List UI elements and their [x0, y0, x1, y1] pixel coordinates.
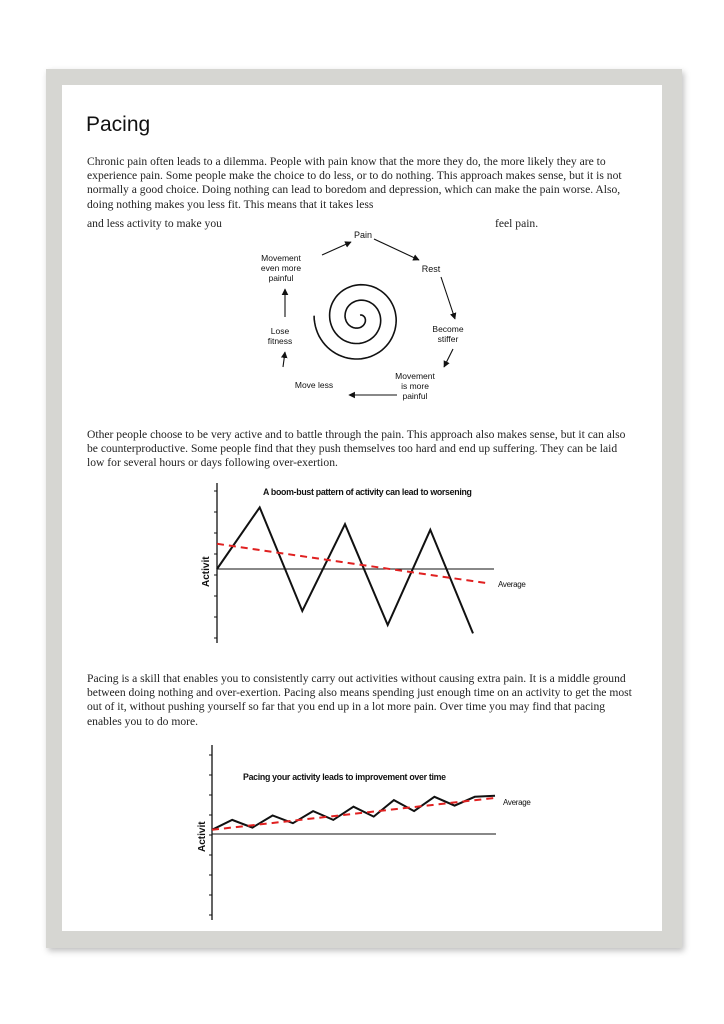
pain-cycle-diagram	[247, 225, 487, 410]
average-line	[217, 544, 486, 583]
paragraph-overactivity: Other people choose to be very active and to battle through the pain. This approach also makes sense, but it can also be counterproductive. Some people find that they push themselves too hard and end up suffering. They can be laid low for several hours or days following over-exertion.	[87, 428, 626, 470]
activity-line	[217, 507, 473, 633]
y-axis-label: Activit	[201, 556, 212, 587]
document-page	[62, 85, 662, 931]
cycle-node-movement-even-more-painful: Movement even more painful	[260, 253, 302, 283]
cycle-arrow-5	[283, 352, 285, 367]
paragraph-pacing: Pacing is a skill that enables you to consistently carry out activities without causing extra pain. It is a middle ground between doing nothing and over-exertion. Pacing also means spending just enough time on an activity to get the most out of it, without pushing yourself so far that you end up in a lot more pain. Over time you may find that pacing enables you to do more.	[87, 672, 632, 728]
cycle-node-become-stiffer: Become stiffer	[432, 324, 464, 344]
cycle-node-move-less: Move less	[294, 380, 334, 390]
paragraph-dilemma-end: feel pain.	[495, 217, 539, 230]
paragraph-dilemma: Chronic pain often leads to a dilemma. People with pain know that the more they do, the more likely they are to experience pain. Some people make the choice to do less, or to do nothing. This approach makes sense, but it is not normally a good choice. Doing nothing can lead to boredom and depression, which can make the pain worse. Also, doing nothing makes you less fit. This means that it takes less	[87, 155, 622, 211]
legend-average: Average	[498, 580, 526, 589]
chart-title: Pacing your activity leads to improvement over time	[243, 772, 446, 782]
page-title: Pacing	[86, 113, 151, 136]
legend-average: Average	[503, 798, 531, 807]
pacing-chart	[190, 745, 530, 923]
paragraph-dilemma-last-line: and less activity to make you	[87, 217, 222, 230]
cycle-node-pain: Pain	[353, 230, 373, 240]
cycle-node-lose-fitness: Lose fitness	[267, 326, 293, 346]
cycle-arrow-2	[441, 277, 455, 319]
chart-title: A boom-bust pattern of activity can lead to worsening	[263, 487, 472, 497]
spiral	[314, 285, 396, 359]
cycle-arrow-3	[444, 349, 453, 367]
boom-bust-chart	[190, 483, 526, 651]
cycle-arrow-7	[322, 242, 351, 255]
cycle-node-movement-more-painful: Movement is more painful	[395, 371, 435, 401]
cycle-arrow-1	[374, 239, 419, 260]
y-axis-label: Activit	[197, 821, 208, 852]
average-line	[212, 798, 495, 830]
cycle-node-rest: Rest	[421, 264, 441, 274]
